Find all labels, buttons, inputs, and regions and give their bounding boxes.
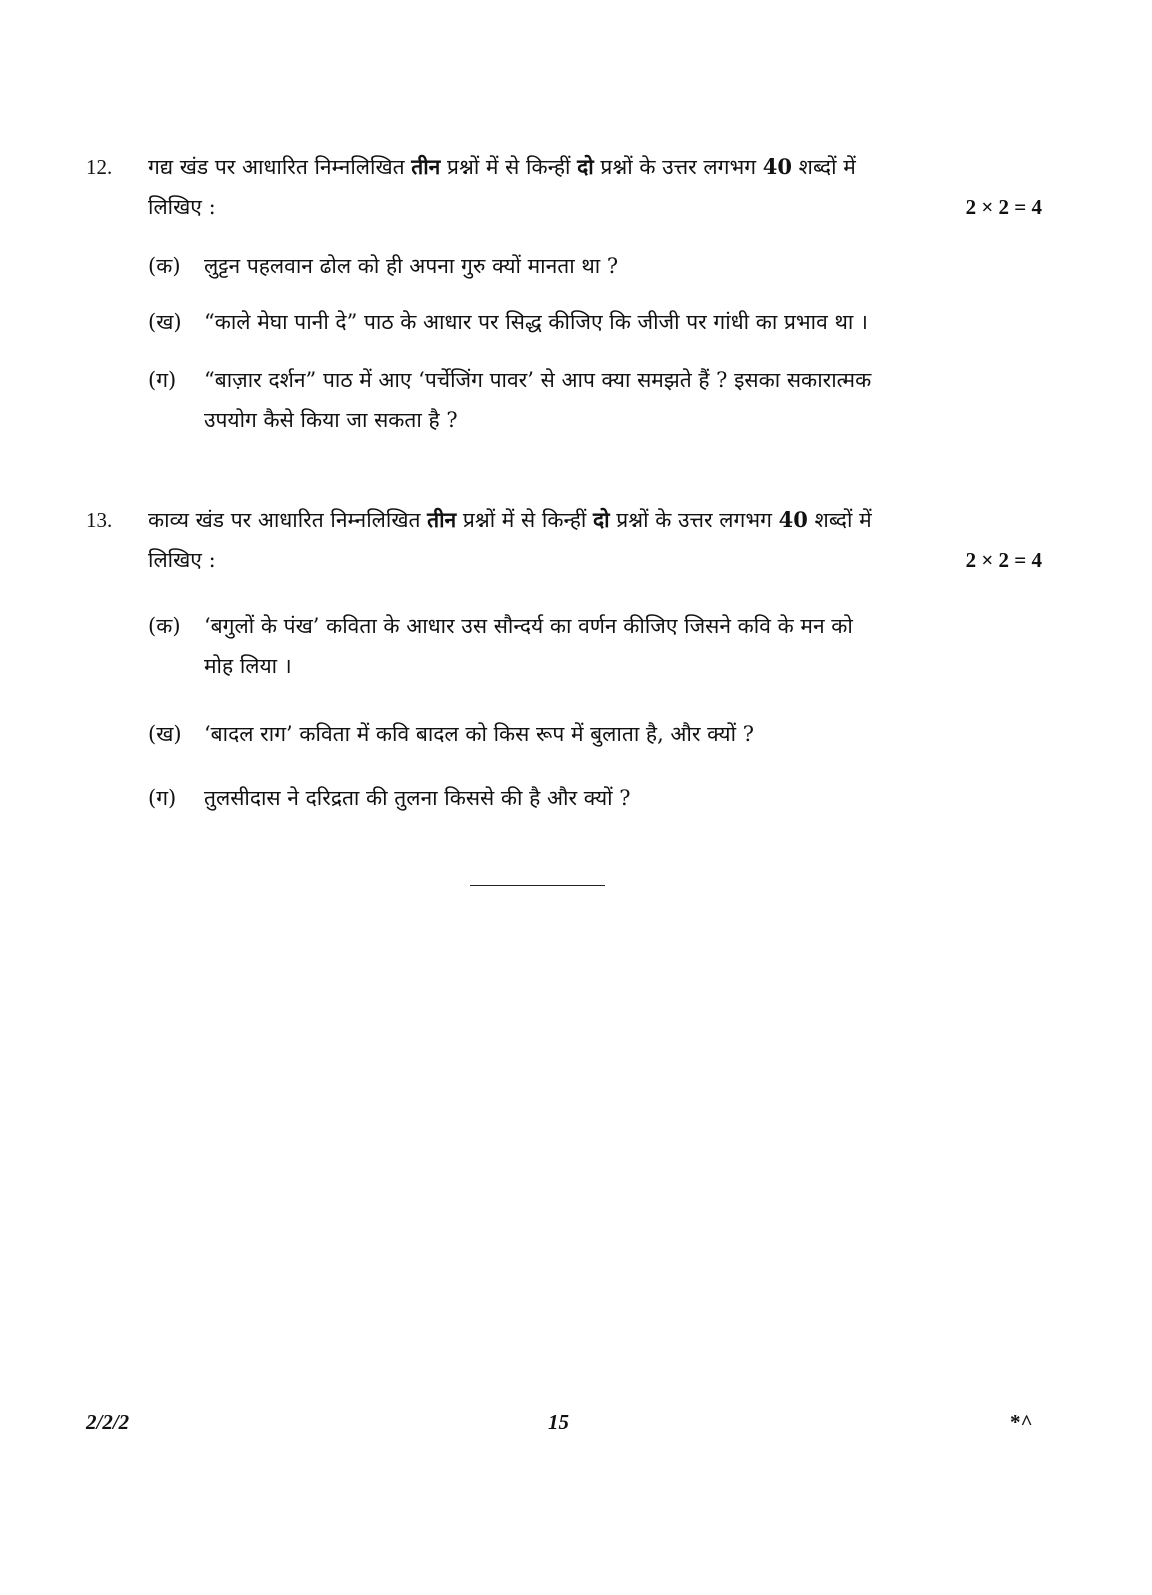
question-instruction (148, 500, 1048, 580)
page-number: 15 (548, 1410, 569, 1434)
sub-question-text: तुलसीदास ने दरिद्रता की तुलना किससे की है और क्यों ? (204, 786, 631, 810)
footer-mark: *^ (1010, 1410, 1033, 1434)
question-number: 13. (86, 508, 113, 532)
question-number: 12. (86, 155, 113, 179)
sub-question-text: लुट्टन पहलवान ढोल को ही अपना गुरु क्यों मानता था ? (204, 254, 619, 278)
sub-question-text: “काले मेघा पानी दे” पाठ के आधार पर सिद्ध कीजिए कि जीजी पर गांधी का प्रभाव था । (204, 310, 868, 334)
sub-question-label: (क) (148, 614, 181, 638)
instruction-text: काव्य खंड पर आधारित निम्नलिखित (148, 508, 428, 532)
sub-question-line: उपयोग कैसे किया जा सकता है ? (204, 408, 458, 432)
instruction-word-count: 40 (778, 507, 808, 532)
instruction-text: प्रश्नों में से किन्हीं (440, 155, 578, 179)
instruction-bold-three: तीन (411, 154, 441, 179)
instruction-word-count: 40 (762, 154, 792, 179)
sub-question-text (204, 360, 1024, 440)
paper-code: 2/2/2 (86, 1410, 130, 1434)
instruction-text: शब्दों में (807, 508, 872, 532)
instruction-bold-two: दो (593, 507, 610, 532)
instruction-bold-two: दो (577, 154, 594, 179)
marks-allocation: 2 × 2 = 4 (965, 548, 1042, 572)
sub-question-line: ‘बगुलों के पंख’ कविता के आधार उस सौन्दर्य का वर्णन कीजिए जिसने कवि के मन को (204, 614, 853, 638)
sub-question-label: (ग) (148, 368, 177, 392)
instruction-text: प्रश्नों के उत्तर लगभग (609, 508, 779, 532)
sub-question-label: (ख) (148, 310, 182, 334)
sub-question-label: (ग) (148, 786, 177, 810)
sub-question-line: “बाज़ार दर्शन” पाठ में आए ‘पर्चेजिंग पावर’ से आप क्या समझते हैं ? इसका सकारात्मक (204, 368, 872, 392)
instruction-bold-three: तीन (427, 507, 457, 532)
marks-allocation: 2 × 2 = 4 (965, 195, 1042, 219)
sub-question-line: मोह लिया । (204, 654, 292, 678)
instruction-text: प्रश्नों के उत्तर लगभग (593, 155, 763, 179)
sub-question-label: (ख) (148, 722, 182, 746)
instruction-text: प्रश्नों में से किन्हीं (456, 508, 594, 532)
instruction-text: गद्य खंड पर आधारित निम्नलिखित (148, 155, 412, 179)
sub-question-text: ‘बादल राग’ कविता में कवि बादल को किस रूप में बुलाता है, और क्यों ? (204, 722, 754, 746)
question-instruction (148, 147, 1048, 227)
end-divider (470, 885, 605, 886)
instruction-line-2: लिखिए : (148, 195, 216, 219)
instruction-line-2: लिखिए : (148, 548, 216, 572)
sub-question-label: (क) (148, 254, 181, 278)
sub-question-text (204, 606, 1024, 686)
instruction-text: शब्दों में (791, 155, 856, 179)
